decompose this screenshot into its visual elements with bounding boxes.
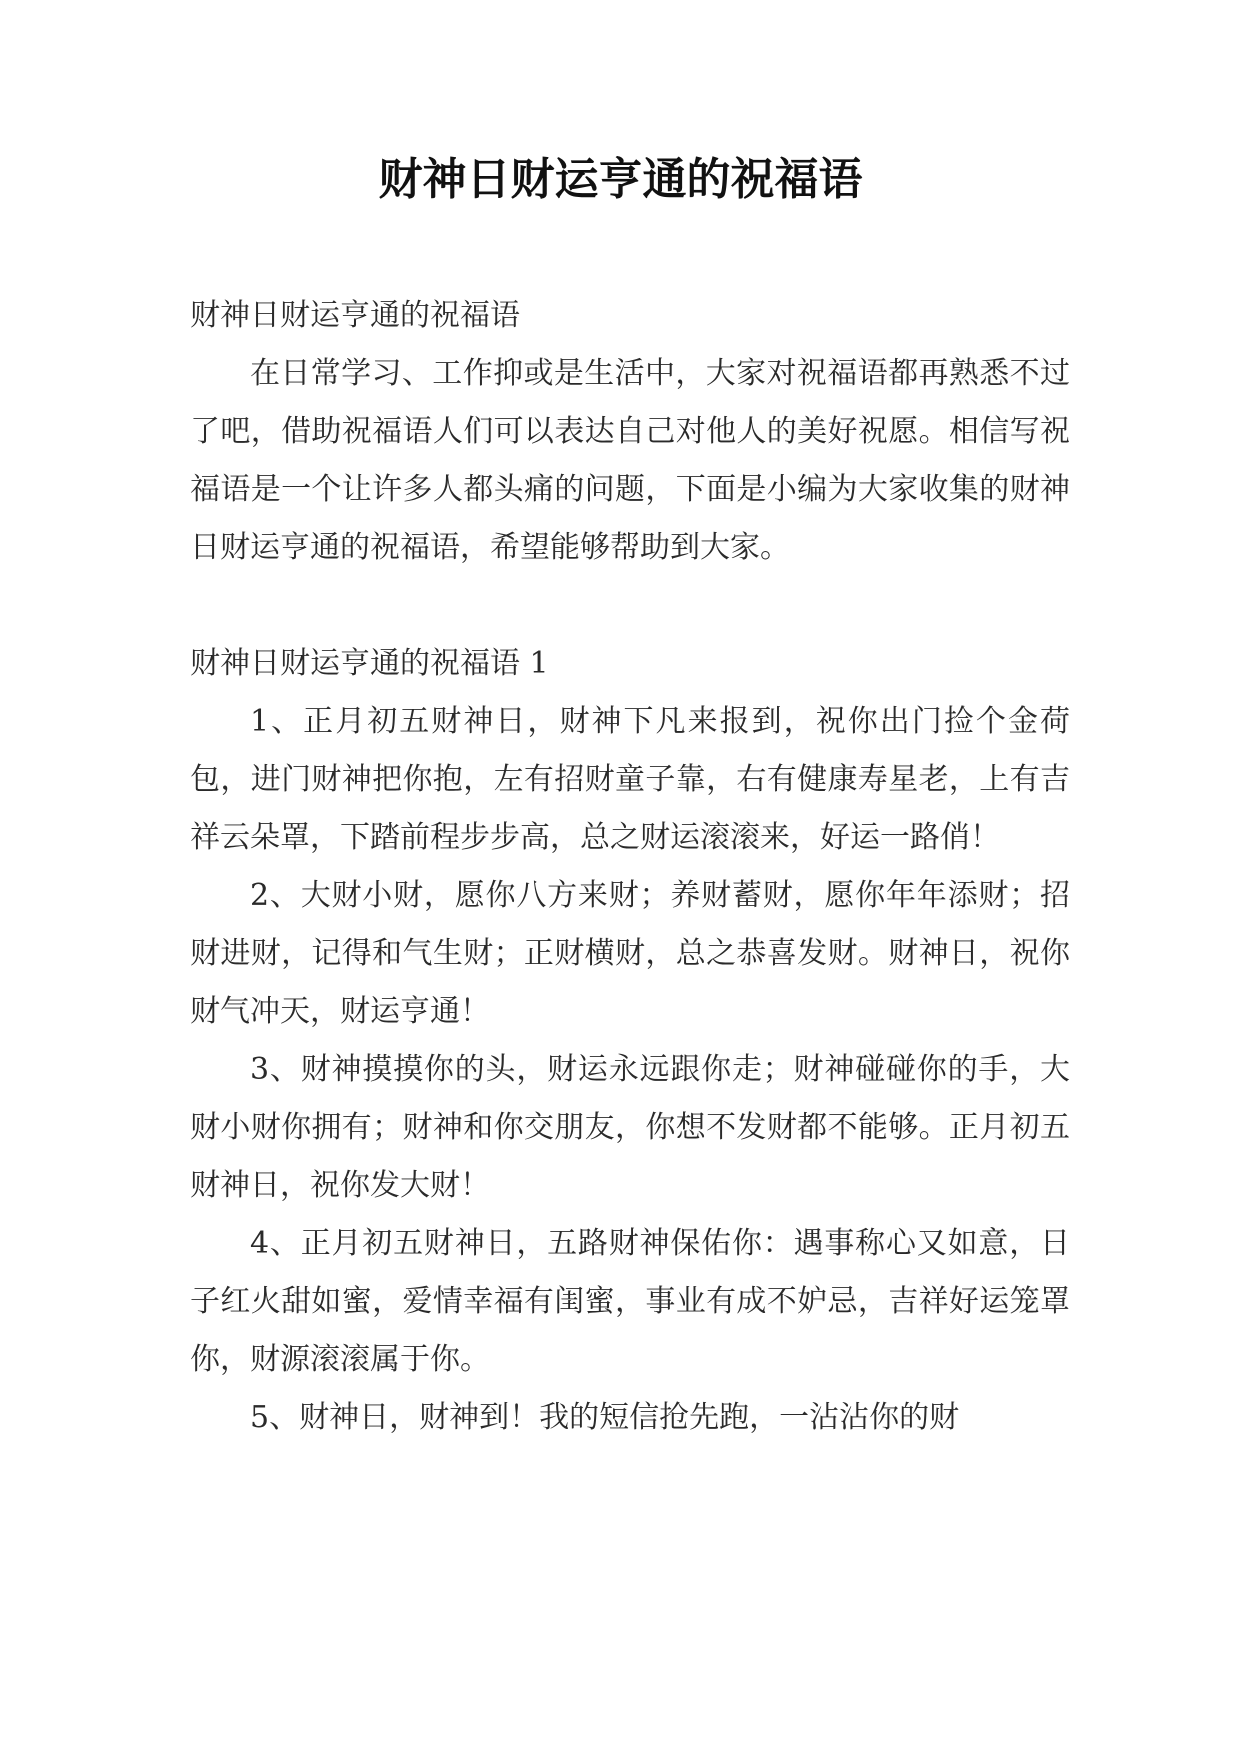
paragraph-spacer (190, 577, 1070, 635)
blessing-item: 2、大财小财，愿你八方来财；养财蓄财，愿你年年添财；招财进财，记得和气生财；正财横财，总之恭喜发财。财神日，祝你财气冲天，财运亨通！ (190, 878, 1070, 1029)
intro-paragraph: 在日常学习、工作抑或是生活中，大家对祝福语都再熟悉不过了吧，借助祝福语人们可以表达自己对他人的美好祝愿。相信写祝福语是一个让许多人都头痛的问题，下面是小编为大家收集的财神日财运亨通的祝福语，希望能够帮助到大家。 (190, 356, 1070, 565)
section-heading: 财神日财运亨通的祝福语 1 (190, 646, 549, 681)
blessing-item: 4、正月初五财神日，五路财神保佑你：遇事称心又如意，日子红火甜如蜜，爱情幸福有闺蜜，事业有成不妒忌，吉祥好运笼罩你，财源滚滚属于你。 (190, 1226, 1070, 1377)
document-body (190, 287, 1070, 1447)
blessing-item: 3、财神摸摸你的头，财运永远跟你走；财神碰碰你的手，大财小财你拥有；财神和你交朋友，你想不发财都不能够。正月初五财神日，祝你发大财！ (190, 1052, 1070, 1203)
blessing-item: 1、正月初五财神日，财神下凡来报到，祝你出门捡个金荷包，进门财神把你抱，左有招财童子靠，右有健康寿星老，上有吉祥云朵罩，下踏前程步步高，总之财运滚滚来，好运一路俏！ (190, 704, 1070, 855)
blessing-item: 5、财神日，财神到！我的短信抢先跑，一沾沾你的财 (250, 1400, 960, 1435)
document-title: 财神日财运亨通的祝福语 (378, 154, 863, 205)
document-subtitle: 财神日财运亨通的祝福语 (190, 298, 520, 333)
